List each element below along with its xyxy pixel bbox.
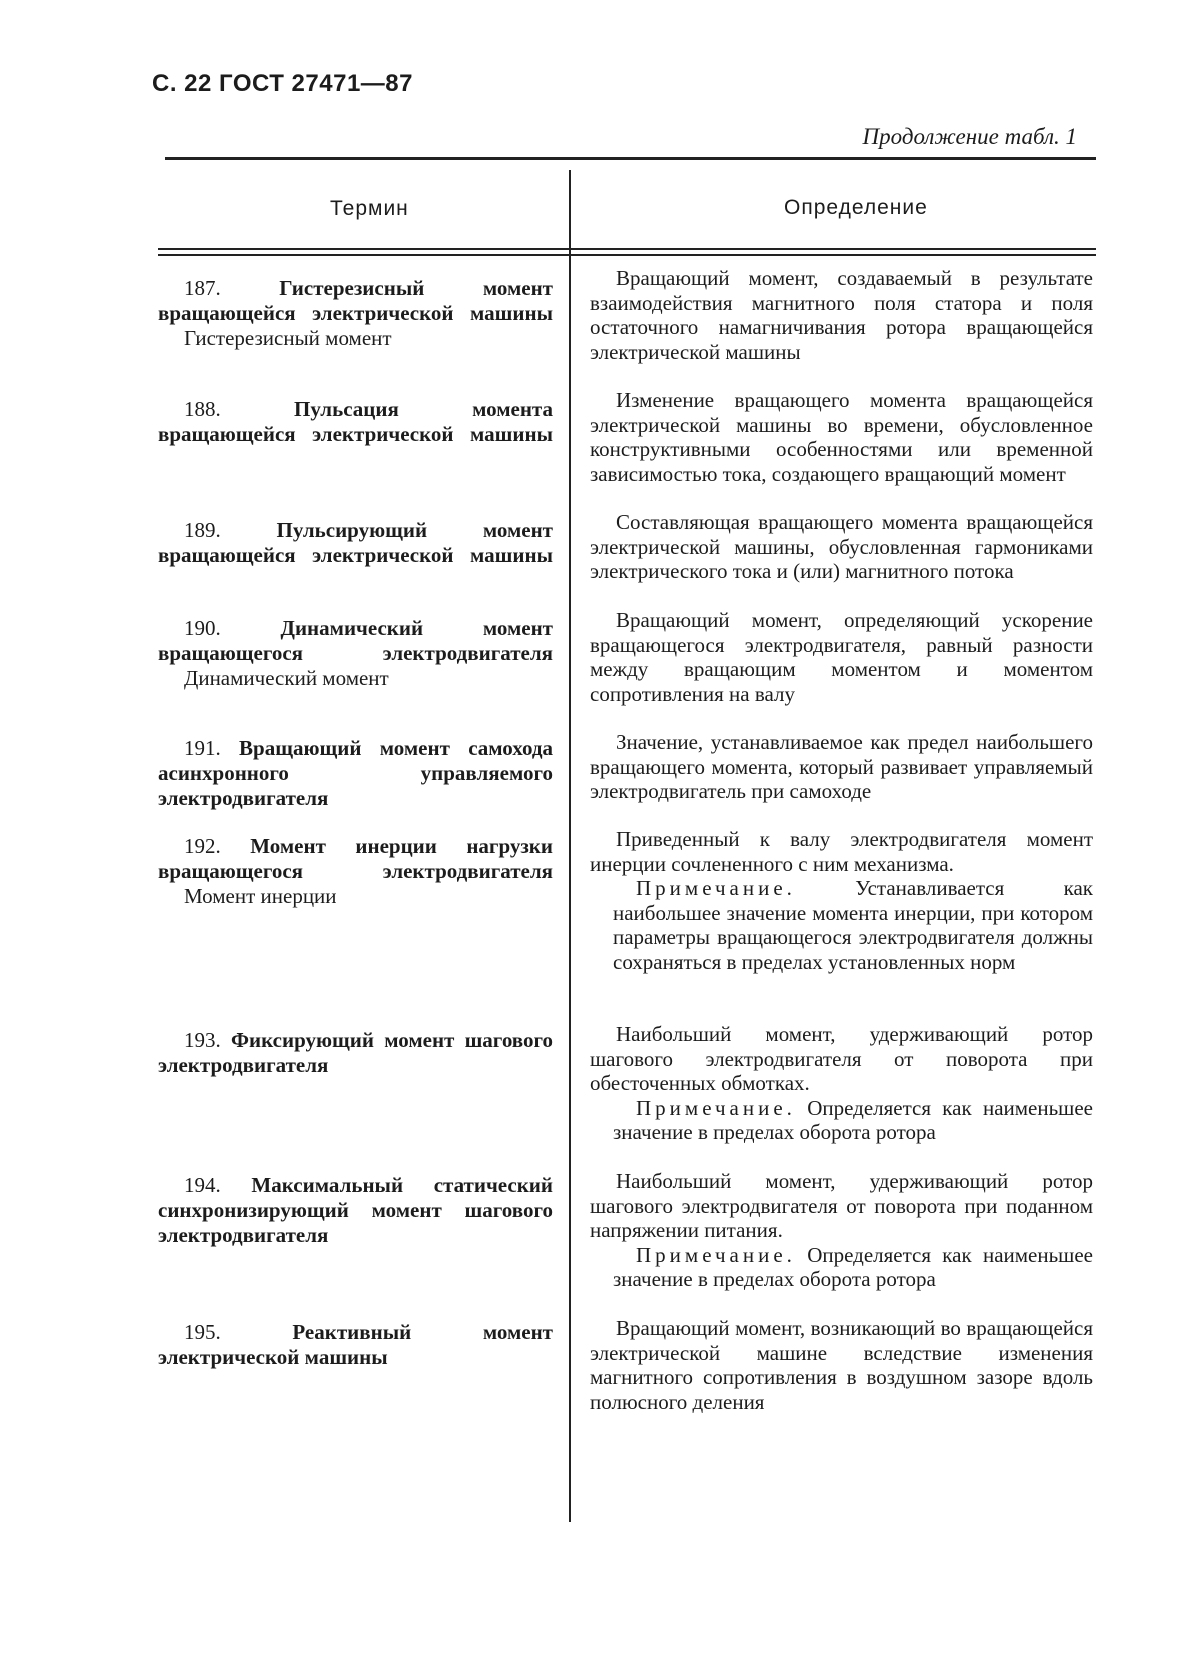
term-title: Гистерезисный момент вращающейся электрической машины <box>158 276 553 325</box>
term-title: Пульсация момента вращающейся электрической машины <box>158 397 554 446</box>
page-header: С. 22 ГОСТ 27471—87 <box>152 70 413 97</box>
term-number: 192. <box>184 834 221 858</box>
term-title: Реактивный момент электрической машины <box>158 1320 553 1369</box>
definition-cell-191 <box>590 730 1093 804</box>
definition-cell-195 <box>590 1316 1093 1414</box>
definition-text: Наибольший момент, удерживающий ротор шагового электродвигателя от поворота при обесточенных обмотках. <box>590 1022 1093 1095</box>
definition-cell-187 <box>590 266 1093 364</box>
note-label: Примечание. <box>636 876 796 900</box>
term-cell-191 <box>158 736 553 811</box>
definition-cell-194 <box>590 1169 1093 1292</box>
term-number: 195. <box>184 1320 221 1344</box>
term-number: 193. <box>184 1028 221 1052</box>
definition-text: Составляющая вращающего момента вращающейся электрической машины, обусловленная гармониками электрического тока и (или) магнитного потока <box>590 510 1093 583</box>
definition-text: Вращающий момент, создаваемый в результате взаимодействия магнитного поля статора и поля остаточного намагничивания ротора вращающейся электрической машины <box>590 266 1093 364</box>
term-short-form: Динамический момент <box>184 666 389 690</box>
definition-cell-192 <box>590 827 1093 974</box>
definition-text: Вращающий момент, возникающий во вращающейся электрической машине вследствие изменения магнитного сопротивления в воздушном зазоре вдоль полюсного деления <box>590 1316 1093 1414</box>
column-header-definition: Определение <box>784 196 928 219</box>
term-cell-187 <box>158 276 553 351</box>
definition-text: Значение, устанавливаемое как предел наибольшего вращающего момента, который развивает управляемый электродвигатель при самоходе <box>590 730 1093 803</box>
term-title: Максимальный статический синхронизирующий момент шагового электродвигателя <box>158 1173 554 1247</box>
term-title: Фиксирующий момент шагового электродвигателя <box>158 1028 554 1077</box>
term-cell-194 <box>158 1173 553 1248</box>
term-number: 188. <box>184 397 221 421</box>
note-label: Примечание. <box>636 1095 796 1120</box>
definition-text: Приведенный к валу электродвигателя момент инерции сочлененного с ним механизма. <box>590 827 1093 876</box>
definition-cell-189 <box>590 510 1093 584</box>
header-rule-lower <box>158 254 1096 256</box>
definition-text: Вращающий момент, определяющий ускорение вращающегося электродвигателя, равный разности между вращающим моментом и моментом сопротивления на валу <box>590 608 1093 706</box>
term-cell-190 <box>158 616 553 691</box>
term-title: Момент инерции нагрузки вращающегося электродвигателя <box>158 834 554 883</box>
definition-cell-193 <box>590 1022 1093 1145</box>
term-cell-188 <box>158 397 553 447</box>
term-cell-192 <box>158 834 553 909</box>
note-label: Примечание. <box>636 1242 796 1267</box>
term-cell-193 <box>158 1028 553 1078</box>
term-title: Динамический момент вращающегося электродвигателя <box>158 616 554 665</box>
column-divider <box>569 170 571 1522</box>
note-text: Определяется как наименьшее значение в пределах оборота ротора <box>613 1095 1093 1144</box>
term-title: Пульсирующий момент вращающейся электрической машины <box>158 518 553 567</box>
note-text: Определяется как наименьшее значение в пределах оборота ротора <box>613 1242 1093 1291</box>
term-number: 191. <box>184 736 221 760</box>
definition-text: Изменение вращающего момента вращающейся электрической машины во времени, обусловленное конструктивными особенностями или временной зависимостью тока, создающего вращающий момент <box>590 388 1093 486</box>
term-number: 187. <box>184 276 221 300</box>
term-number: 189. <box>184 518 221 542</box>
term-title: Вращающий момент самохода асинхронного управляемого электродвигателя <box>158 736 553 810</box>
term-short-form: Момент инерции <box>184 884 337 908</box>
term-short-form: Гистерезисный момент <box>184 326 392 350</box>
term-number: 194. <box>184 1173 221 1197</box>
note-text: Устанавливается как наибольшее значение момента инерции, при котором параметры вращающегося электродвигателя должны сохраняться в пределах установленных норм <box>613 876 1093 974</box>
term-cell-189 <box>158 518 553 568</box>
definition-cell-188 <box>590 388 1093 486</box>
term-number: 190. <box>184 616 221 640</box>
header-rule-upper <box>158 248 1096 250</box>
definition-cell-190 <box>590 608 1093 706</box>
definition-text: Наибольший момент, удерживающий ротор шагового электродвигателя от поворота при поданном напряжении питания. <box>590 1169 1093 1242</box>
column-header-term: Термин <box>330 197 409 220</box>
table-top-rule <box>165 157 1096 160</box>
term-cell-195 <box>158 1320 553 1370</box>
table-continuation-caption: Продолжение табл. 1 <box>862 124 1077 149</box>
